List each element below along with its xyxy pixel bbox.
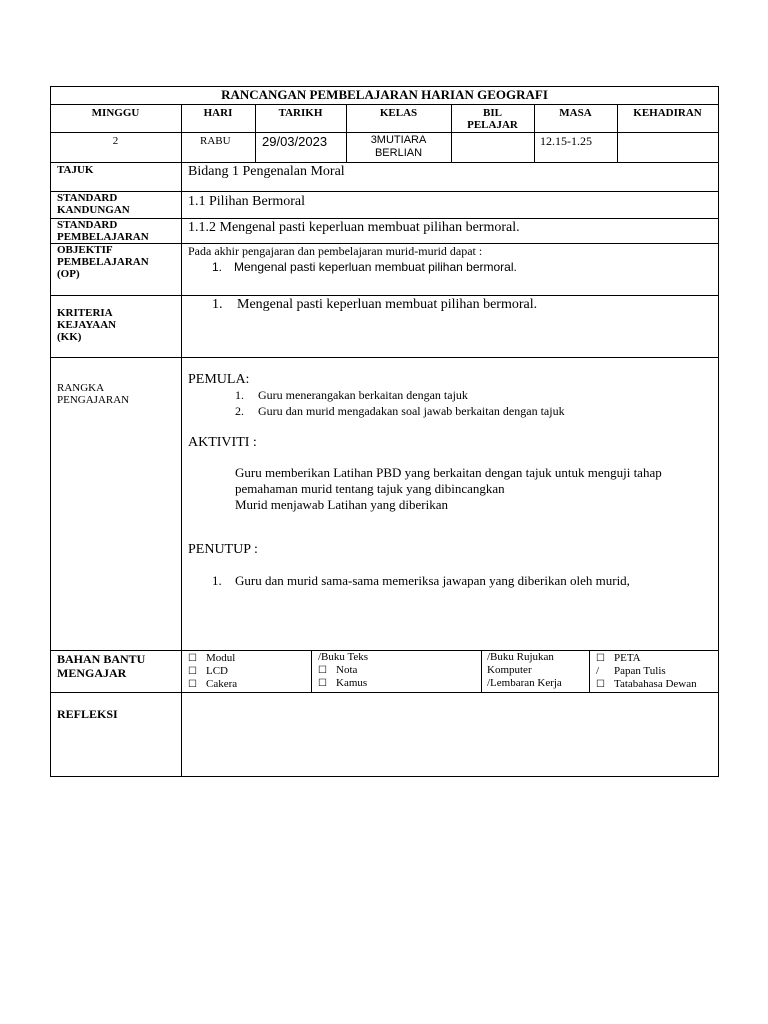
label-standard-pembelajaran <box>57 219 149 243</box>
aktiviti-text <box>235 465 662 513</box>
checkbox-icon: ☐ <box>318 678 327 689</box>
penutup-num: 1. <box>212 573 222 588</box>
bahan-item-papan-tulis <box>596 665 697 678</box>
bahan-label: Modul <box>206 652 236 664</box>
header-hari: HARI <box>203 107 233 119</box>
aktiviti-line-1: Guru memberikan Latihan PBD yang berkaitan dengan tajuk untuk menguji tahap <box>235 465 662 480</box>
objektif-item-number: 1. <box>212 260 223 274</box>
table-border-left <box>50 86 51 777</box>
col-divider <box>481 650 482 693</box>
pemula-item-2: Guru dan murid mengadakan soal jawab berkaitan dengan tajuk <box>258 404 565 418</box>
row-divider <box>50 104 719 105</box>
header-bil-pelajar <box>451 107 534 131</box>
label-kk-line1: KRITERIA <box>57 307 113 319</box>
label-bahan-bantu <box>57 652 145 680</box>
checkbox-icon: ☐ <box>188 653 197 664</box>
header-bil-line1: BIL <box>483 107 502 119</box>
label-op-line2: PEMBELAJARAN <box>57 256 149 268</box>
penutup-item: Guru dan murid sama-sama memeriksa jawapan yang diberikan oleh murid, <box>235 573 630 588</box>
label-sk-line1: STANDARD <box>57 192 118 204</box>
label-refleksi: REFLEKSI <box>57 707 118 721</box>
bahan-label: PETA <box>614 652 641 664</box>
bahan-col-1 <box>188 652 237 691</box>
pemula-heading: PEMULA: <box>188 372 250 387</box>
checkbox-icon: ☐ <box>188 666 197 677</box>
value-tarikh: 29/03/2023 <box>262 134 328 149</box>
header-kehadiran: KEHADIRAN <box>633 107 702 119</box>
bahan-item-tatabahasa <box>596 678 697 691</box>
header-bil-line2: PELAJAR <box>467 119 518 131</box>
content-tajuk: Bidang 1 Pengenalan Moral <box>188 164 345 179</box>
bahan-item-modul <box>188 652 237 665</box>
content-standard-kandungan: 1.1 Pilihan Bermoral <box>188 194 306 209</box>
table-border-bottom <box>50 776 719 777</box>
bahan-label: Nota <box>336 664 358 676</box>
bahan-label: Papan Tulis <box>614 665 666 677</box>
bahan-label: Kamus <box>336 677 368 689</box>
label-sp-line1: STANDARD <box>57 219 118 231</box>
value-minggu: 2 <box>112 135 119 147</box>
bahan-item-nota <box>318 664 368 677</box>
value-kelas-line2: BERLIAN <box>374 147 423 159</box>
row-divider <box>50 162 719 163</box>
content-standard-pembelajaran: 1.1.2 Mengenal pasti keperluan membuat pilihan bermoral. <box>188 220 520 235</box>
bahan-item-lcd <box>188 665 237 678</box>
aktiviti-heading: AKTIVITI : <box>188 435 257 450</box>
aktiviti-line-2: pemahaman murid tentang tajuk yang dibincangkan <box>235 481 505 496</box>
label-objektif <box>57 244 149 280</box>
bahan-item-buku-teks <box>318 651 368 664</box>
label-op-line3: (OP) <box>57 268 80 280</box>
row-divider <box>50 191 719 192</box>
pemula-item-1: Guru menerangakan berkaitan dengan tajuk <box>258 388 468 402</box>
value-hari: RABU <box>200 135 231 147</box>
checkbox-icon: ☐ <box>596 653 605 664</box>
table-border-right <box>718 86 719 777</box>
kriteria-item: Mengenal pasti keperluan membuat pilihan bermoral. <box>237 297 538 312</box>
label-kk-line2: KEJAYAAN <box>57 319 117 331</box>
aktiviti-line-3: Murid menjawab Latihan yang diberikan <box>235 497 448 512</box>
row-divider <box>50 650 719 651</box>
kriteria-item-number: 1. <box>212 297 223 312</box>
label-rangka <box>57 382 129 406</box>
bahan-item-kamus <box>318 677 368 690</box>
row-divider <box>50 218 719 219</box>
bahan-item-lembaran-kerja: /Lembaran Kerja <box>487 677 562 689</box>
header-kelas: KELAS <box>379 107 418 119</box>
label-bbm-line2: MENGAJAR <box>57 666 127 680</box>
value-masa: 12.15-1.25 <box>540 134 592 148</box>
checkbox-icon: ☐ <box>188 679 197 690</box>
check-mark: / <box>596 665 600 677</box>
row-divider <box>50 132 719 133</box>
bahan-col-3 <box>487 651 562 690</box>
penutup-heading: PENUTUP : <box>188 542 258 557</box>
objektif-item: Mengenal pasti keperluan membuat pilihan bermoral. <box>234 260 517 274</box>
bahan-label: /Buku Teks <box>318 651 369 663</box>
value-kelas <box>346 134 451 160</box>
label-kriteria <box>57 307 116 343</box>
header-minggu: MINGGU <box>91 107 140 119</box>
row-divider <box>50 295 719 296</box>
bahan-col-4 <box>596 652 697 691</box>
bahan-item-buku-rujukan: /Buku Rujukan <box>487 651 554 663</box>
bahan-label: Cakera <box>206 678 238 690</box>
col-divider <box>589 650 590 693</box>
checkbox-icon: ☐ <box>318 665 327 676</box>
bahan-col-2 <box>318 651 368 690</box>
label-op-line1: OBJEKTIF <box>57 244 113 256</box>
label-sp-line2: PEMBELAJARAN <box>57 231 149 243</box>
checkbox-icon: ☐ <box>596 679 605 690</box>
objektif-intro: Pada akhir pengajaran dan pembelajaran murid-murid dapat : <box>188 244 483 258</box>
pemula-num-1: 1. <box>235 388 244 402</box>
bahan-item-cakera <box>188 678 237 691</box>
label-column-divider <box>181 162 182 777</box>
label-rangka-line2: PENGAJARAN <box>57 394 130 406</box>
bahan-label: LCD <box>206 665 228 677</box>
label-bbm-line1: BAHAN BANTU <box>57 652 146 666</box>
row-divider <box>50 692 719 693</box>
bahan-label: Tatabahasa Dewan <box>614 678 697 690</box>
label-tajuk: TAJUK <box>57 164 94 176</box>
label-kk-line3: (KK) <box>57 331 82 343</box>
value-kelas-line1: 3MUTIARA <box>370 134 427 146</box>
label-rangka-line1: RANGKA <box>57 382 105 394</box>
bahan-item-komputer: Komputer <box>487 664 532 676</box>
header-masa: MASA <box>559 107 592 119</box>
page-title: RANCANGAN PEMBELAJARAN HARIAN GEOGRAFI <box>221 87 548 102</box>
col-divider <box>311 650 312 693</box>
label-sk-line2: KANDUNGAN <box>57 204 130 216</box>
bahan-item-peta <box>596 652 697 665</box>
label-standard-kandungan <box>57 192 130 216</box>
row-divider <box>50 357 719 358</box>
pemula-num-2: 2. <box>235 404 244 418</box>
header-tarikh: TARIKH <box>278 107 323 119</box>
